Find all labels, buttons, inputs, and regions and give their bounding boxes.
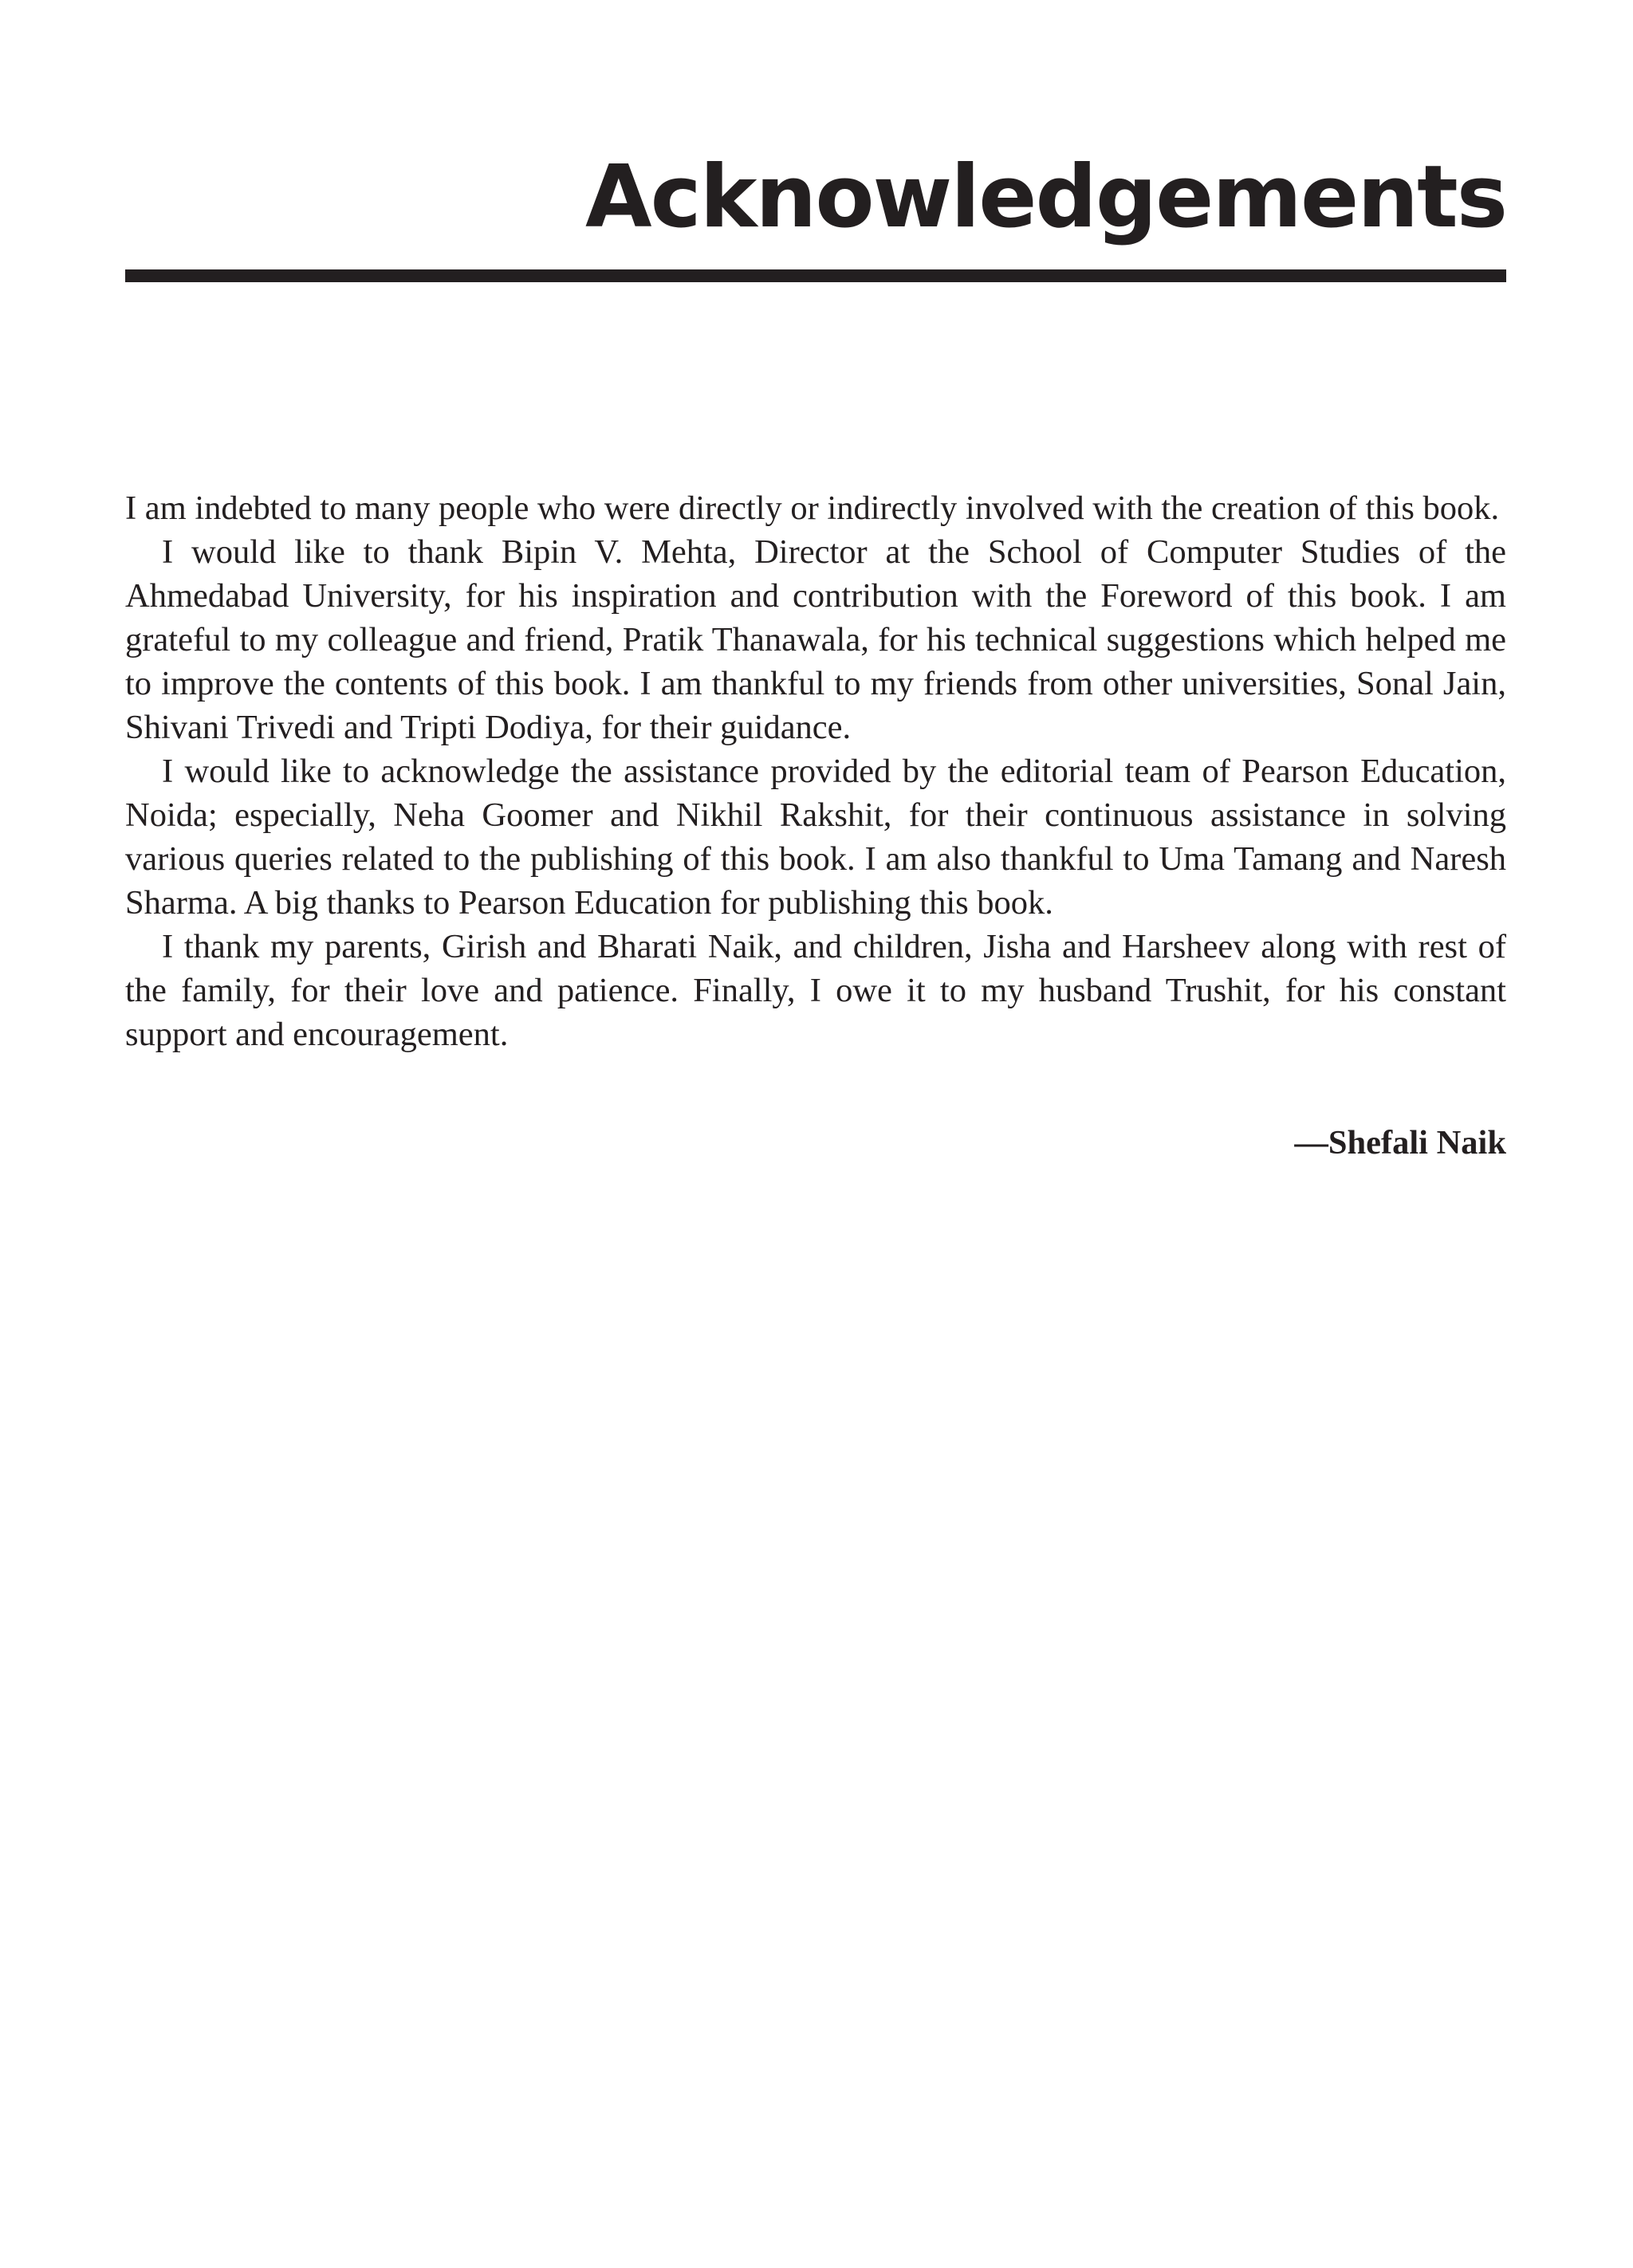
paragraph-2: I would like to thank Bipin V. Mehta, Director at the School of Computer Studies of the Ahmedabad University, for his inspiration and contribution with the Foreword of this book. I am grateful to my colleague and friend, Pratik Thanawala, for his technical suggestions which helped me to improve the contents of this book. I am thankful to my friends from other universities, Sonal Jain, Shivani Trivedi and Tripti Dodiya, for their guidance. [125,533,1506,746]
paragraph-4: I thank my parents, Girish and Bharati Naik, and children, Jisha and Harsheev along with rest of the family, for their love and patience. Finally, I owe it to my husband Trushit, for his constant support and encouragement. [125,928,1506,1053]
body-text [125,486,1506,1056]
chapter-title: Acknowledgements [585,147,1506,247]
paragraph-3: I would like to acknowledge the assistance provided by the editorial team of Pearson Education, Noida; especially, Neha Goomer and Nikhil Rakshit, for their continuous assistance in solving various queries related to the publishing of this book. I am also thankful to Uma Tamang and Naresh Sharma. A big thanks to Pearson Education for publishing this book. [125,753,1506,922]
paragraph-1: I am indebted to many people who were directly or indirectly involved with the creation of this book. [125,489,1500,527]
title-rule [125,269,1506,282]
signature: —Shefali Naik [1294,1124,1506,1162]
